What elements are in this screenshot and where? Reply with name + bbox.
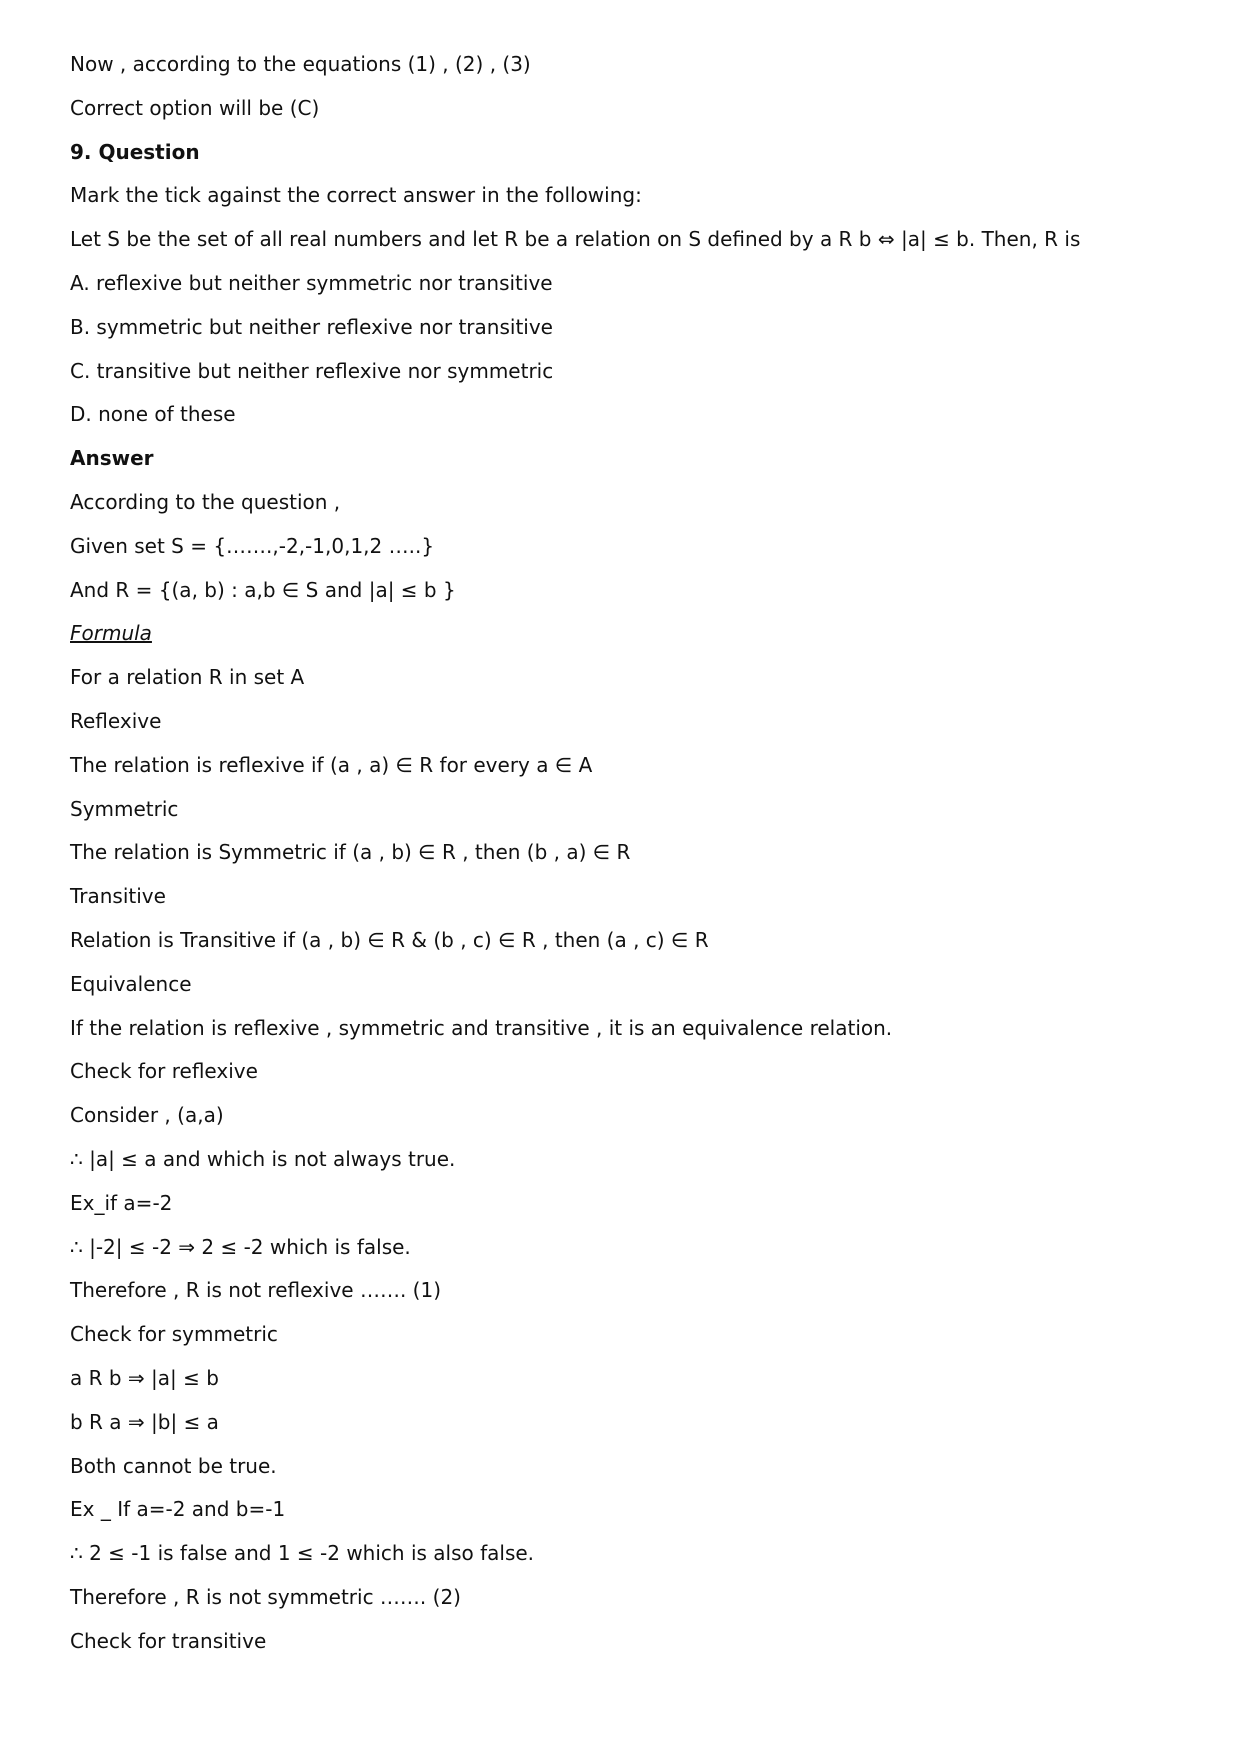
text-line: Ex_if a=-2: [70, 1190, 173, 1215]
text-line: Equivalence: [70, 971, 192, 996]
text-line: Consider , (a,a): [70, 1103, 224, 1128]
text-line: Ex _ If a=-2 and b=-1: [70, 1497, 286, 1522]
formula-heading: Formula: [70, 621, 152, 646]
question-heading: 9. Question: [70, 139, 200, 164]
text-line: If the relation is reflexive , symmetric and transitive , it is an equivalence relation.: [70, 1015, 893, 1040]
answer-heading: Answer: [70, 446, 154, 471]
text-line: a R b ⇒ |a| ≤ b: [70, 1365, 219, 1390]
text-line: The relation is Symmetric if (a , b) ∈ R , then (b , a) ∈ R: [70, 840, 631, 865]
option-c: C. transitive but neither reflexive nor symmetric: [70, 358, 554, 383]
text-line: According to the question ,: [70, 489, 341, 514]
text-line: Relation is Transitive if (a , b) ∈ R & (b , c) ∈ R , then (a , c) ∈ R: [70, 927, 709, 952]
text-line: Correct option will be (C): [70, 95, 320, 120]
text-line: Now , according to the equations (1) , (2) , (3): [70, 52, 531, 76]
text-line: b R a ⇒ |b| ≤ a: [70, 1409, 219, 1434]
document-page: [70, 52, 1200, 1672]
text-line: The relation is reflexive if (a , a) ∈ R for every a ∈ A: [70, 752, 593, 777]
text-line: Therefore , R is not reflexive ……. (1): [70, 1278, 441, 1303]
text-line: Given set S = {…….,-2,-1,0,1,2 …..}: [70, 533, 435, 558]
question-instruction: Mark the tick against the correct answer in the following:: [70, 183, 642, 208]
text-line: Check for symmetric: [70, 1322, 278, 1347]
text-line: Both cannot be true.: [70, 1453, 277, 1478]
text-line: And R = {(a, b) : a,b ∈ S and |a| ≤ b }: [70, 577, 456, 602]
text-line: ∴ |-2| ≤ -2 ⇒ 2 ≤ -2 which is false.: [70, 1234, 411, 1259]
text-line: Therefore , R is not symmetric ……. (2): [70, 1584, 461, 1609]
text-line: Check for transitive: [70, 1628, 267, 1653]
question-statement: Let S be the set of all real numbers and let R be a relation on S defined by a R b ⇔ |a| ≤ b. Then, R is: [70, 227, 1081, 252]
option-b: B. symmetric but neither reflexive nor transitive: [70, 314, 553, 339]
text-line: Symmetric: [70, 796, 179, 821]
text-line: Transitive: [70, 884, 166, 909]
text-line: For a relation R in set A: [70, 665, 305, 690]
option-a: A. reflexive but neither symmetric nor transitive: [70, 270, 553, 295]
text-line: Check for reflexive: [70, 1059, 258, 1084]
text-line: ∴ 2 ≤ -1 is false and 1 ≤ -2 which is also false.: [70, 1541, 535, 1566]
option-d: D. none of these: [70, 402, 236, 427]
text-line: ∴ |a| ≤ a and which is not always true.: [70, 1146, 456, 1171]
text-line: Reflexive: [70, 708, 162, 733]
